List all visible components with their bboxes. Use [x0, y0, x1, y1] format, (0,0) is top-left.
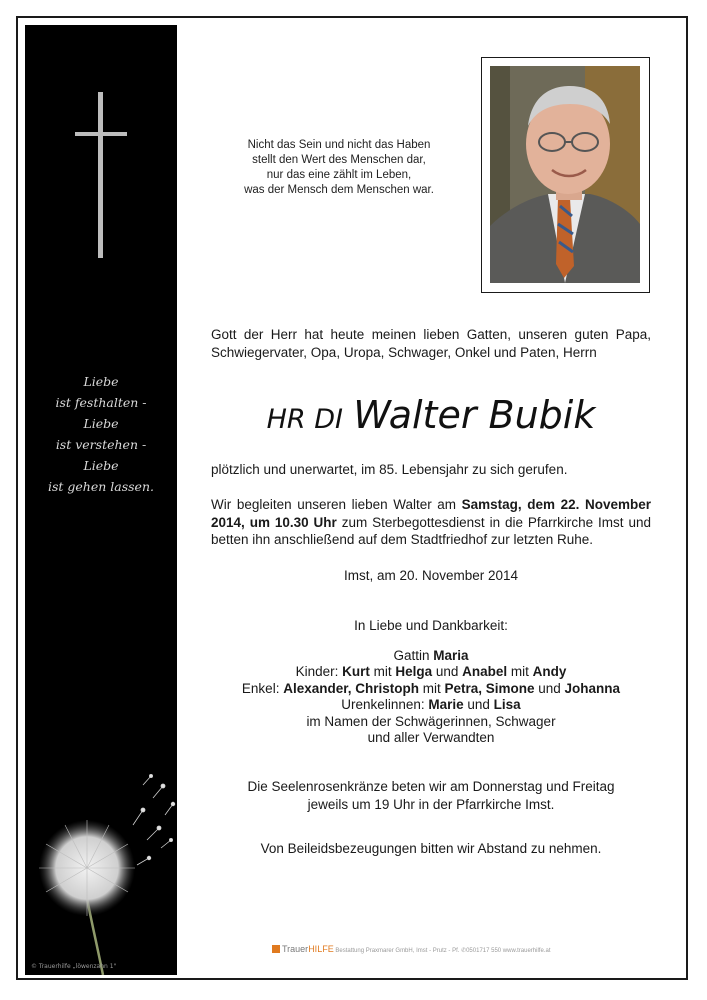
portrait-photo: [490, 66, 640, 283]
intro-text: Gott der Herr hat heute meinen lieben Gatten, unseren guten Papa, Schwiegervater, Opa, Uropa, Schwager, Onkel und Paten, Herrn: [211, 327, 651, 360]
quote-line: Nicht das Sein und nicht das Haben: [247, 139, 431, 151]
poem-line: ist festhalten -: [55, 395, 147, 410]
funeral-date: Samstag, dem 22. November 2014,: [211, 497, 651, 530]
logo-text-part2: HILFE: [308, 944, 334, 954]
family-line-spouse: Gattin Maria: [393, 648, 469, 663]
name-title: HR DI: [266, 404, 344, 435]
family-line-great-grandchildren: Urenkelinnen: Marie und Lisa: [341, 697, 521, 713]
sidebar-poem: [25, 371, 177, 497]
trauerhilfe-logo-icon: [272, 945, 280, 953]
poem-line: ist gehen lassen.: [48, 479, 154, 494]
family-list: [211, 648, 651, 746]
cross-icon: [25, 25, 177, 275]
poem-line: Liebe: [83, 416, 119, 431]
family-line-children: Kinder: Kurt mit Helga und Anabel mit Andy: [295, 664, 567, 680]
death-note: plötzlich und unerwartet, im 85. Lebensjahr zu sich gerufen.: [211, 462, 568, 477]
deceased-name: [211, 393, 651, 442]
family-line-inlaws: im Namen der Schwägerinnen, Schwager: [306, 713, 556, 729]
poem-line: ist verstehen -: [55, 437, 147, 452]
family-line-grandchildren: Enkel: Alexander, Christoph mit Petra, Simone und Johanna: [241, 680, 621, 696]
rosary-info: Die Seelenrosenkränze beten wir am Donnerstag und Freitag jeweils um 19 Uhr in der Pfarrkirche Imst.: [247, 779, 615, 812]
sidebar: [25, 25, 177, 975]
logo-text-part1: Trauer: [282, 944, 309, 954]
footer-text: Bestattung Praxmarer GmbH, Imst - Prutz - Pf. ✆0501717 550 www.trauerhilfe.at: [333, 948, 551, 954]
dandelion-illustration: [25, 770, 177, 975]
footer: [272, 944, 592, 956]
name-full: Walter Bubik: [353, 393, 596, 437]
funeral-text: zum Sterbegottesdienst in die Pfarrkirche Imst und betten ihn anschließend auf dem Stadtfriedhof zur letzten Ruhe.: [211, 514, 651, 547]
condolence-note: Von Beileidsbezeugungen bitten wir Abstand zu nehmen.: [260, 841, 602, 856]
family-line-relatives: und aller Verwandten: [367, 730, 495, 746]
quote-line: stellt den Wert des Menschen dar,: [252, 154, 426, 166]
poem-line: Liebe: [83, 374, 119, 389]
place-date: Imst, am 20. November 2014: [343, 568, 519, 583]
quote-line: was der Mensch dem Menschen war.: [244, 184, 434, 196]
funeral-time: um 10.30 Uhr: [249, 514, 337, 530]
funeral-info: [211, 496, 651, 549]
quote: [205, 138, 473, 198]
poem-line: Liebe: [83, 458, 119, 473]
gratitude-heading: In Liebe und Dankbarkeit:: [354, 618, 508, 633]
quote-line: nur das eine zählt im Leben,: [266, 169, 412, 181]
funeral-text: Wir begleiten unseren lieben Walter am: [211, 497, 462, 512]
copyright-note: © Trauerhilfe „löwenzahn 1": [31, 963, 117, 970]
portrait-frame: [481, 57, 650, 293]
